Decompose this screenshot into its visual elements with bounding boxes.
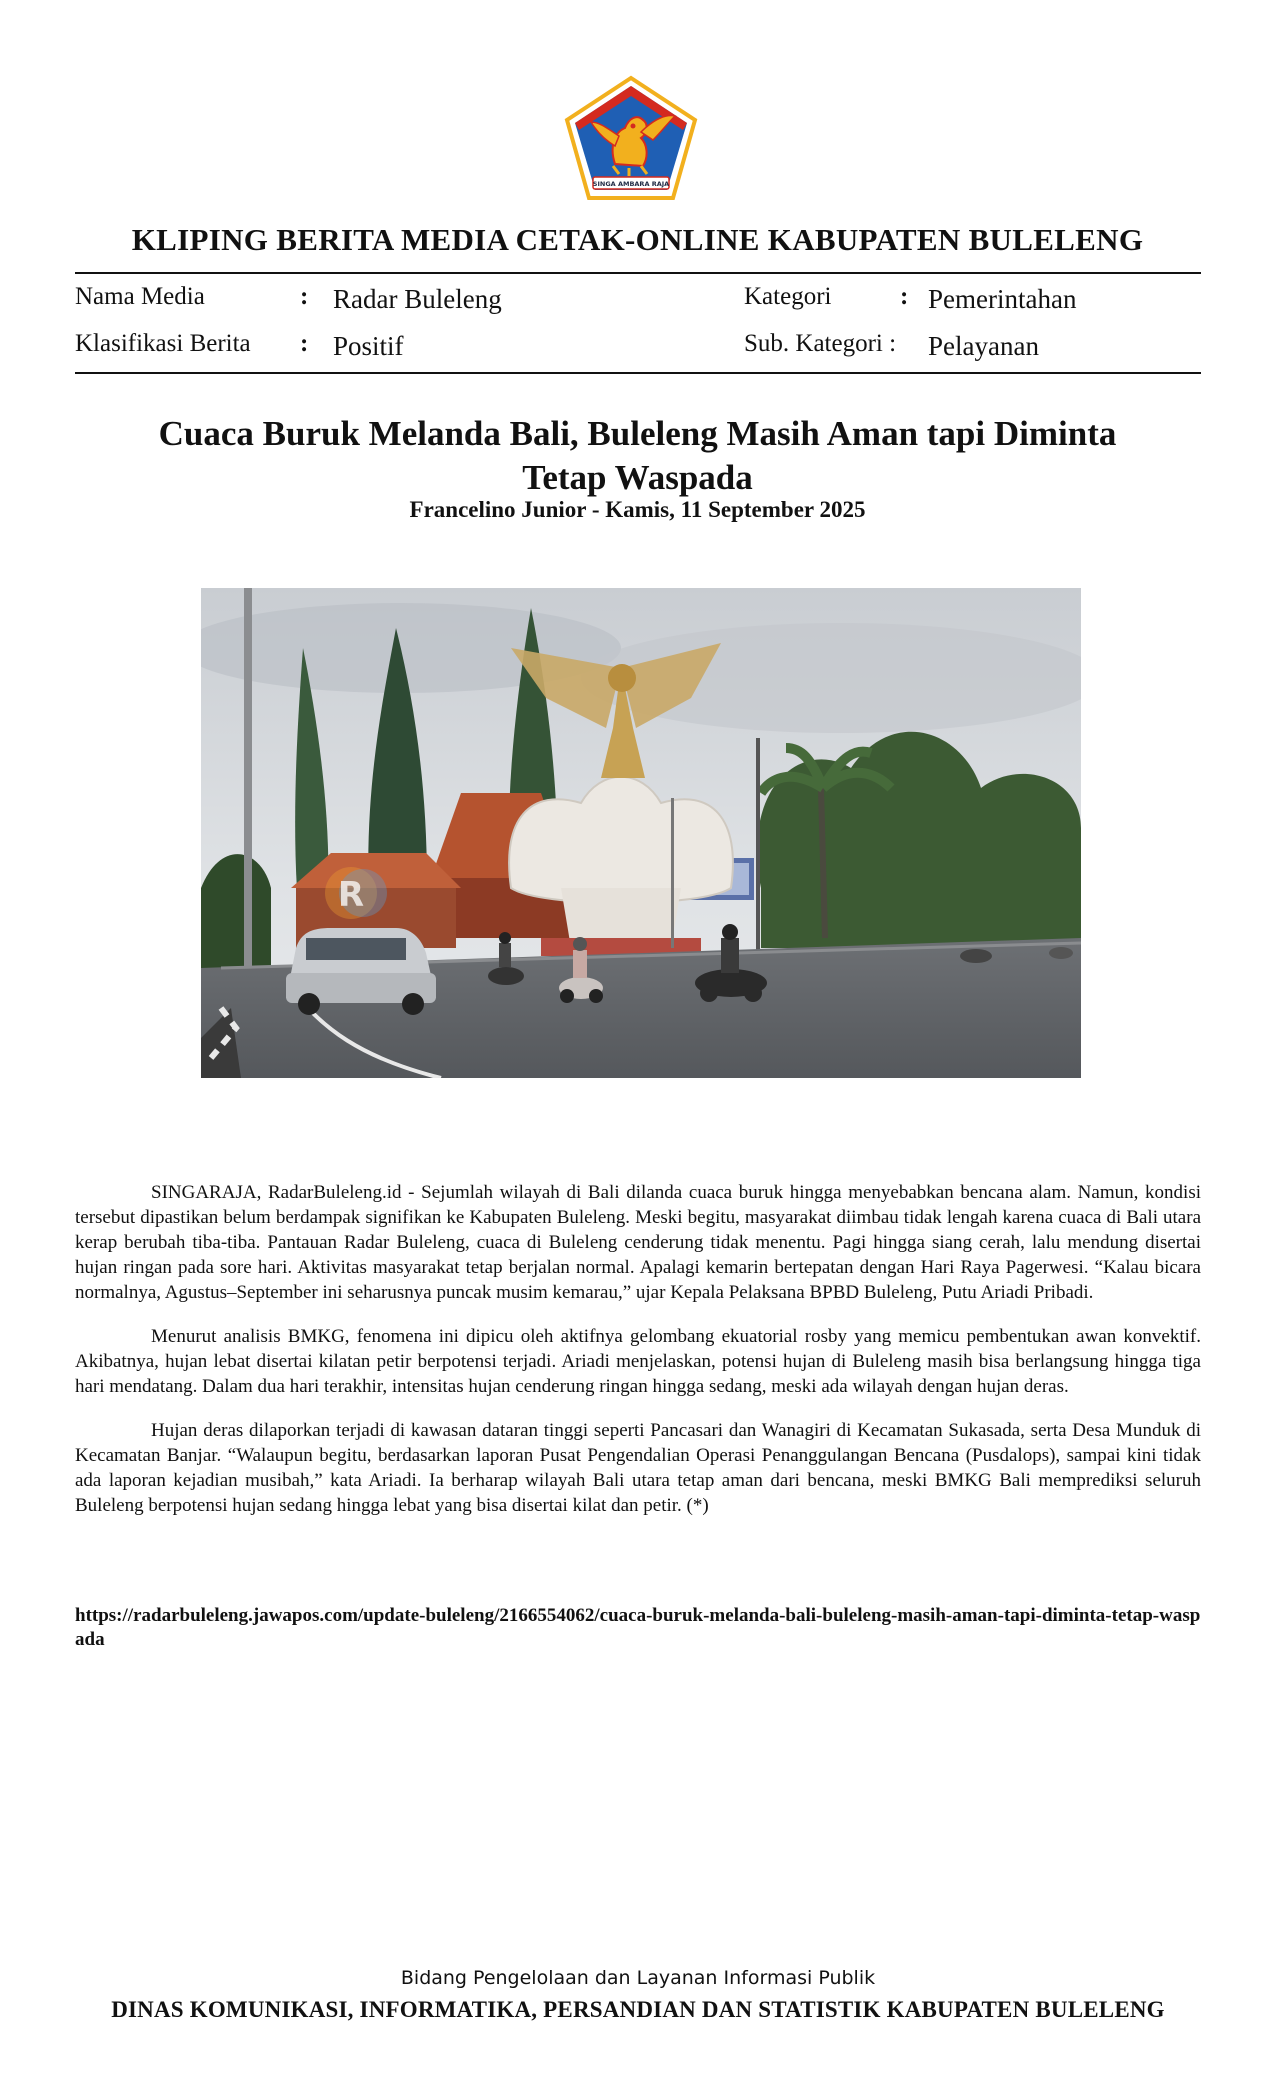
media-label: Nama Media [75,283,205,310]
bottom-divider [75,372,1201,374]
subkategori-value: Pelayanan [928,331,1039,361]
article-byline: Francelino Junior - Kamis, 11 September 2025 [409,497,866,522]
article-photo [201,588,1081,1078]
article-paragraph: Menurut analisis BMKG, fenomena ini dipicu oleh aktifnya gelombang ekuatorial rosby yang memicu pembentukan awan konvektif. Akibatnya, hujan lebat disertai kilatan petir berpotensi terjadi. Ariadi menjelaskan, potensi hujan di Buleleng masih bisa berlangsung hingga tiga hari mendatang. Dalam dua hari terakhir, intensitas hujan cenderung ringan hingga sedang, meski ada wilayah dengan hujan deras. [75,1326,1201,1397]
top-divider [75,272,1201,274]
kategori-label: Kategori [744,283,832,310]
kategori-separator: : [900,283,909,310]
source-link[interactable]: https://radarbuleleng.jawapos.com/update-buleleng/2166554062/cuaca-buruk-melanda-bali-buleleng-masih-aman-tapi-diminta-tetap-waspada [75,1605,1201,1650]
photo-watermark: R [337,875,365,915]
subkategori-label: Sub. Kategori : [744,330,897,357]
media-value: Radar Buleleng [333,284,502,314]
klasifikasi-label: Klasifikasi Berita [75,330,251,357]
media-separator: : [300,283,309,310]
headline-line-1: Cuaca Buruk Melanda Bali, Buleleng Masih Aman tapi Diminta [158,414,1117,453]
klasifikasi-separator: : [300,330,309,357]
article-paragraph: Hujan deras dilaporkan terjadi di kawasan dataran tinggi seperti Pancasari dan Wanagiri di Kecamatan Sukasada, serta Desa Munduk di Kecamatan Banjar. “Walaupun begitu, berdasarkan laporan Pusat Pengendalian Operasi Penanggulangan Bencana (Pusdalops), sampai kini tidak ada laporan kejadian musibah,” kata Ariadi. Ia berharap wilayah Bali utara tetap aman dari bencana, meski BMKG Bali memprediksi seluruh Buleleng berpotensi hujan sedang hingga lebat yang bisa disertai kilat dan petir. (*) [75,1420,1201,1516]
kategori-value: Pemerintahan [928,284,1077,314]
document-title: KLIPING BERITA MEDIA CETAK-ONLINE KABUPATEN BULELENG [131,222,1144,257]
headline-line-2: Tetap Waspada [522,458,753,497]
emblem-motto: SINGA AMBARA RAJA [592,180,670,188]
buleleng-emblem-icon [563,74,699,202]
article-headline [120,412,1155,500]
article-body [75,1180,1201,1518]
footer-agency: DINAS KOMUNIKASI, INFORMATIKA, PERSANDIAN DAN STATISTIK KABUPATEN BULELENG [111,1997,1165,2022]
article-paragraph: SINGARAJA, RadarBuleleng.id - Sejumlah wilayah di Bali dilanda cuaca buruk hingga menyebabkan bencana alam. Namun, kondisi tersebut dipastikan belum berdampak signifikan ke Kabupaten Buleleng. Meski begitu, masyarakat diimbau tidak lengah karena cuaca di Bali utara kerap berubah tiba-tiba. Pantauan Radar Buleleng, cuaca di Buleleng cenderung tidak menentu. Pagi hingga siang cerah, lalu mendung disertai hujan ringan pada sore hari. Aktivitas masyarakat tetap berjalan normal. Apalagi kemarin bertepatan dengan Hari Raya Pagerwesi. “Kalau bicara normalnya, Agustus–September ini seharusnya puncak musim kemarau,” ujar Kepala Pelaksana BPBD Buleleng, Putu Ariadi Pribadi. [75,1182,1201,1303]
footer-department: Bidang Pengelolaan dan Layanan Informasi Publik [400,1967,876,1989]
klasifikasi-value: Positif [333,331,404,361]
